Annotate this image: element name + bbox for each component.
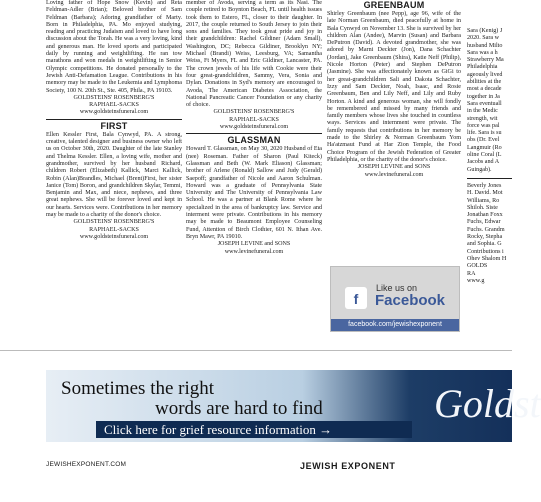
- obituary-heading-greenbaum: GREENBAUM: [363, 0, 425, 10]
- cutoff-text-line: RA: [467, 270, 476, 277]
- facebook-wordmark: Facebook: [375, 292, 446, 309]
- cutoff-text-line: force was pal: [467, 122, 500, 129]
- cutoff-text-line: abilities at the: [467, 79, 502, 86]
- arrow-right-icon: →: [319, 422, 333, 437]
- funeral-home-name: GOLDSTEINS' ROSENBERG'S: [73, 94, 155, 101]
- obituary-column-2: [186, 0, 322, 348]
- cutoff-text-line: oline Coral (L: [467, 152, 502, 159]
- cutoff-text-line: life. Sara is su: [467, 130, 502, 137]
- divider: [186, 133, 322, 134]
- banner-headline-line-1: Sometimes the right: [61, 378, 215, 399]
- cutoff-text-line: Fuchs. Grandm: [467, 226, 505, 233]
- funeral-home-link[interactable]: www.goldsteinsfuneral.com: [219, 124, 289, 131]
- funeral-home-name: RAPHAEL-SACKS: [89, 226, 139, 233]
- banner-headline-line-2: words are hard to find: [155, 398, 323, 419]
- cutoff-text-line: Jonathan Foxx: [467, 212, 503, 219]
- like-us-label: Like us on: [376, 283, 418, 293]
- funeral-home-link[interactable]: www.levinefuneral.com: [364, 171, 424, 178]
- funeral-home-name: RAPHAEL-SACKS: [229, 116, 279, 123]
- cutoff-text-line: together in Ja: [467, 93, 500, 100]
- divider: [46, 119, 182, 120]
- facebook-logo-icon: f: [345, 287, 367, 309]
- cutoff-text-line: in the Medic: [467, 108, 498, 115]
- grief-resource-button[interactable]: [96, 421, 412, 438]
- obituary-column-3: [327, 0, 461, 262]
- cutoff-text-line: GOLDS: [467, 263, 488, 270]
- cutoff-text-line: Jacobs and A: [467, 159, 500, 166]
- site-url[interactable]: JEWISHEXPONENT.COM: [46, 461, 127, 468]
- funeral-home-link[interactable]: www.goldsteinsfuneral.com: [79, 109, 149, 116]
- funeral-home-link[interactable]: www.levinefuneral.com: [224, 248, 284, 255]
- first-obituary-text: Ellen Kessler First, Bala Cynwyd, PA. A strong, creative, talented designer and business owner who left us on October 30th, 2020. Daughter of the late Stanley and Thelma Kessler. Ellen, a loving wife, mother and grandmother, survived by her husband Richard, children Robert (Elizabeth) Kallick, Marci Kallick, Robin (Alan)Brandles, Michael (Brent)First, her sister Janice (Tom) Boron, and grandchildren Skylar, Temmi, Benjamin and Max, and niece, nephews, and three great nephews. She will be forever loved and kept in our hearts. Services were. Contributions in her memory may be made to a charity of the donor's choice.: [46, 131, 182, 219]
- cutoff-text-line: H. David. Mot: [467, 190, 503, 197]
- cutoff-obituary-text: [467, 183, 512, 285]
- obituary-column-1: [46, 0, 182, 348]
- obituary-heading-glassman: GLASSMAN: [227, 135, 281, 146]
- gildiner-obituary-text: member of Avoda, serving a term as its Nasi. The couple retired to Boynton Beach, FL until health issues took them to Estero, FL, closer to their daughter. In 2017, the couple returned to South Jersey to join their sons and families. They took great pride and joy in their grandchildren: Rachel Gildiner (Adam Small), Washington, DC; Rebecca Gildiner, Brooklyn NY; Michael (Brandi) Weiss, Leesburg, VA; Samantha Weiss, Ft Myers, FL and Eric Gildiner, Lancaster, PA. The crown jewels of his life with Cookie were their four great-grandchildren, Sammy, Vera, Sonia and Dylan. Donations in Syd's memory are encouraged to Avoda, The American Diabetes Association, the National Pancreatic Cancer Foundation or any charity of choice.: [186, 0, 322, 109]
- facebook-url[interactable]: facebook.com/jewishexponent: [331, 319, 459, 331]
- greenbaum-obituary-text: Shirley Greenbaum (nee Pepp), age 96, wife of the late Norman Greenbaum, died peacefully at home in Bala Cynwyd on November 13. She is survived by her children Alan (Andee), Marvin (Susan) and Barbara DePutron (David). A devoted grandmother, she was adored by Marni Deckter (Jon), Dana Schachter (Jordan), Jake Greenbaum (Shira), Katie Neff (Philip), Nicole Horton (Peter) and Stephen DePutron (Jasmine). She was affectionately known as GiGi to her great-grandchildren Sali and Dakota Schachter, Izzy and Sam Deckter, Noah, Isaac, and Rosie Greenbaum, Ben and Lily Neff, and Lily and Ruby Horton. A kind and generous woman, she will fondly be remembered and missed by many friends and family members whose lives she touched in countless ways. Services and internment were private. The family requests that contributions in her memory be made to the Shirley & Norman Greenbaum Yom Ha'atzmaut Fund at Har Zion Temple, the Food Choice Program of the Jewish Federation of Greater Philadelphia, or the charity of the donor's choice.: [327, 11, 461, 163]
- page-separator: [0, 350, 512, 351]
- cutoff-text-line: strength, wit: [467, 115, 498, 122]
- cutoff-text-line: Philadelphia: [467, 64, 498, 71]
- cutoff-obituary-text: [467, 28, 512, 174]
- cutoff-text-line: Williams, Ro: [467, 197, 500, 204]
- funeral-home-name: RAPHAEL-SACKS: [89, 102, 139, 109]
- cutoff-text-line: Sara eventuall: [467, 100, 502, 107]
- obituary-heading-first: FIRST: [100, 120, 128, 131]
- publication-name: JEWISH EXPONENT: [300, 461, 396, 471]
- facebook-ad[interactable]: [330, 266, 460, 332]
- cutoff-text-line: Beverly Jones: [467, 182, 502, 189]
- cutoff-text-line: Guingab).: [467, 166, 492, 173]
- goldsteins-logo: Goldst: [434, 381, 541, 426]
- cutoff-text-line: and Sophia. G: [467, 241, 502, 248]
- cutoff-text-line: Rocky, Stepha: [467, 234, 503, 241]
- cutoff-text-line: obs (Dr. Evel: [467, 137, 500, 144]
- cutoff-text-line: Fuchs, Edwar: [467, 219, 501, 226]
- funeral-home-name: GOLDSTEINS' ROSENBERG'S: [213, 109, 295, 116]
- grief-resource-banner[interactable]: [46, 370, 541, 442]
- divider: [467, 178, 512, 179]
- cutoff-text-line: www.g: [467, 277, 485, 284]
- cutoff-text-line: Sara was a h: [467, 49, 498, 56]
- cutoff-text-line: husband Milto: [467, 42, 503, 49]
- cutoff-text-line: Shiloh. Siste: [467, 204, 498, 211]
- feldman-obituary-text: Loving father of Hope Snow (Kevin) and Reta Feldman-Adler (Brian); Beloved brother of Sam Feldman (Barbara); Adoring grandfather of Marty. Born in Philadelphia, PA. Mo enjoyed studying, reading and practicing Judaism and loved to have long discussion about the Torah. He was a very loving, kind and generous man. He loved sports and participated daily by running and weightlifting. He ran tow marathons and won medals in weightlifting in Senior Olympic competitions. He donated personally to the Jewish Anti-Defamation League. Contributions in his memory may be made to the Leukemia and Lymphoma Society, 100 N. 20th St., Ste. 405, Phila., PA 19103.: [46, 0, 182, 94]
- obituary-column-4: [467, 0, 512, 348]
- cutoff-text-line: Ohev Shalom H: [467, 255, 507, 262]
- funeral-home-name: JOSEPH LEVINE and SONS: [217, 241, 291, 248]
- cutoff-text-line: Contributions i: [467, 248, 504, 255]
- cutoff-text-line: Strawberry Ma: [467, 57, 504, 64]
- funeral-home-name: GOLDSTEINS' ROSENBERG'S: [73, 219, 155, 226]
- glassman-obituary-text: Howard T. Glassman, on May 30, 2020 Husband of Eta (nee) Roseman. Father of Sharon (Paul Kiteck) Glassman and Beth (W. Mark Eliason) Glassman; brother of Arlene (Ronald) Sallow and Judy (Gerald) Saepoff; grandfather of Nicole and Aaron Schulman. Howard was a graduate of Pennsylvania State University and The University of Pennsylvania Law School. He was a partner at Blank Rome where he specialized in the area of bankruptcy law. Service and interment were private. Contributions in his memory may be made to Beaumont Employee Counseling Fund, Attention of Birch Clothier, 601 N. Ithan Ave. Bryn Mawr, PA 19010.: [186, 146, 322, 240]
- cutoff-text-line: 2020. Sara w: [467, 35, 499, 42]
- cutoff-text-line: most a decade: [467, 86, 502, 93]
- funeral-home-name: JOSEPH LEVINE and SONS: [357, 164, 431, 171]
- cutoff-text-line: Langmuir (Ro: [467, 144, 502, 151]
- cta-label: Click here for grief resource information: [104, 422, 316, 437]
- funeral-home-link[interactable]: www.goldsteinsfuneral.com: [79, 233, 149, 240]
- cutoff-text-line: ageously lived: [467, 71, 503, 78]
- cutoff-text-line: Sara (Kenig) J: [467, 28, 503, 34]
